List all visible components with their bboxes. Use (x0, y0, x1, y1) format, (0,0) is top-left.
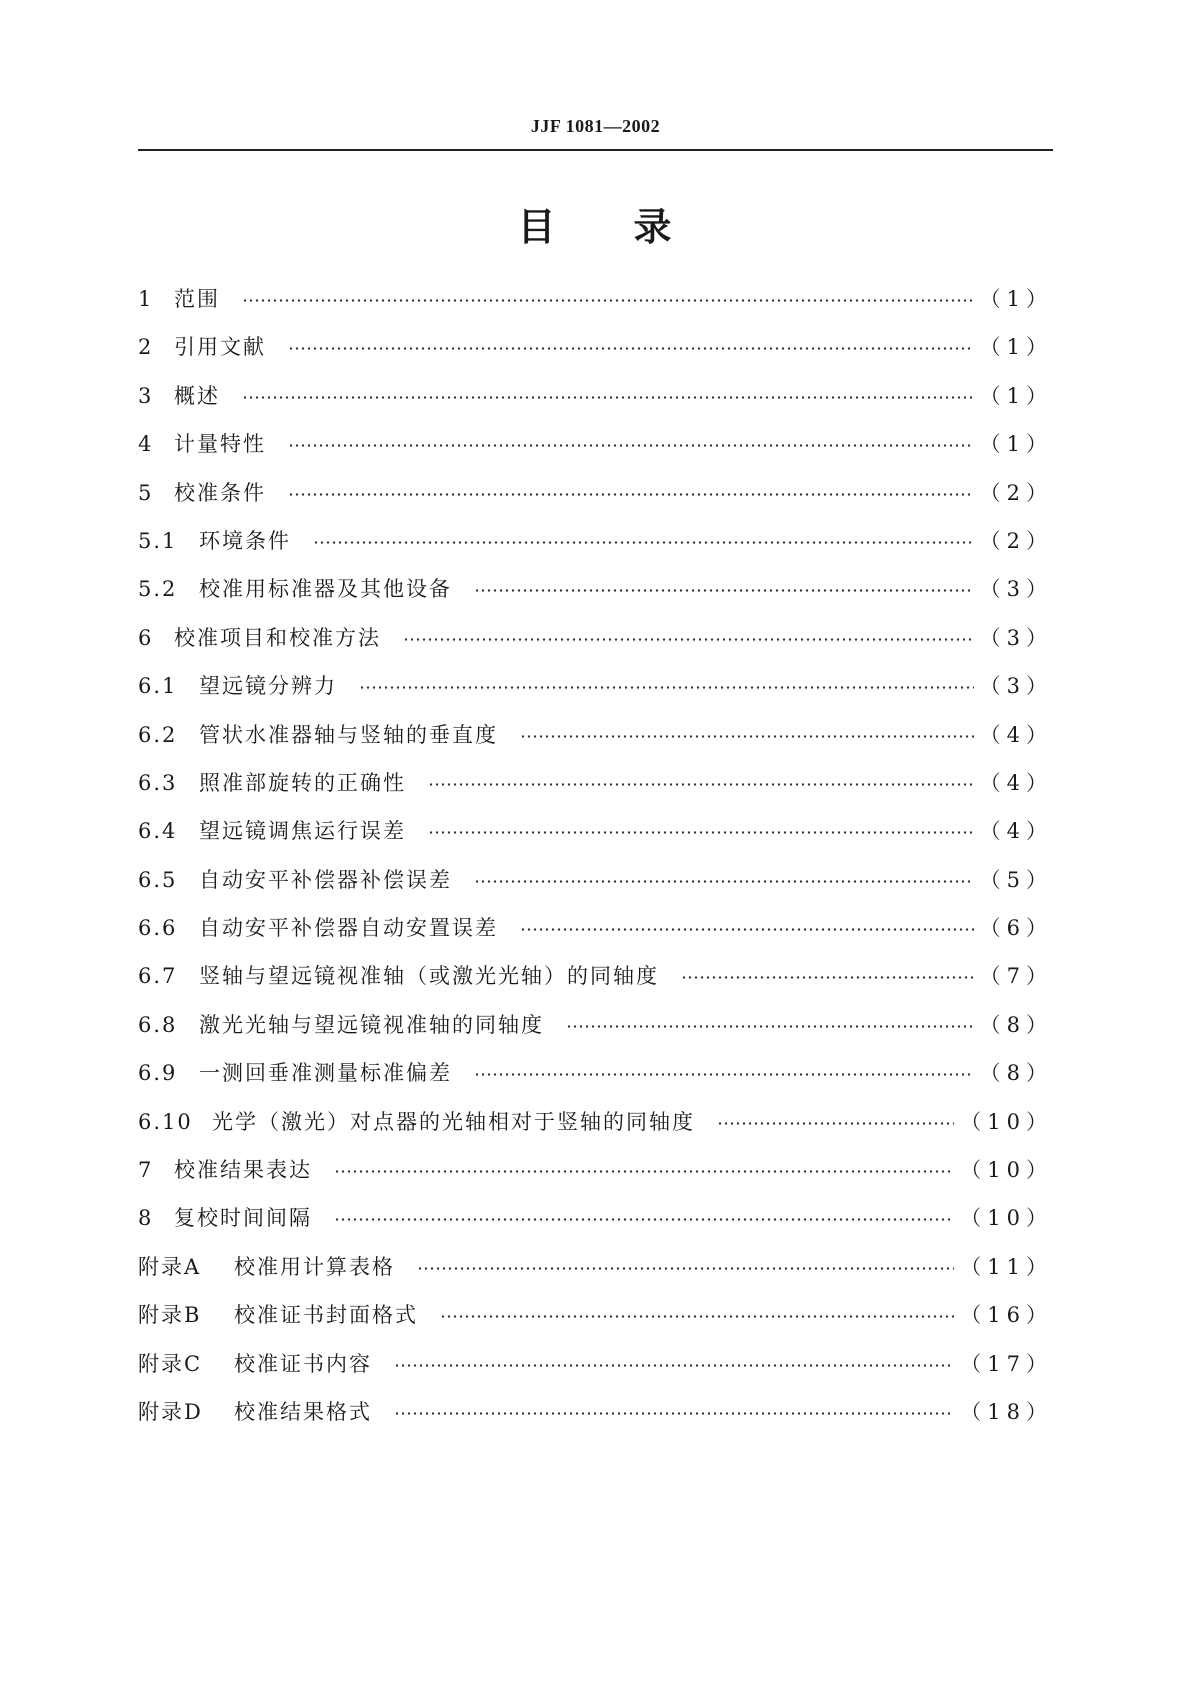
toc-entry-title: 激光光轴与望远镜视准轴的同轴度 (199, 1012, 544, 1037)
toc-entry-number: 2 (138, 335, 154, 360)
toc-entry-title: 范围 (174, 287, 220, 311)
toc-entry-page: （8） (979, 1061, 1053, 1086)
toc-entry-page: （16） (960, 1303, 1053, 1328)
toc-entry-number: 6.2 (138, 722, 178, 747)
toc-entry[interactable] (138, 766, 1053, 814)
toc-entry-page: （3） (979, 577, 1053, 602)
toc-entry-page: （10） (960, 1206, 1053, 1231)
toc-entry-page: （1） (979, 432, 1053, 457)
toc-entry[interactable] (138, 621, 1053, 669)
toc-entry-title: 自动安平补偿器补偿误差 (199, 867, 452, 892)
dot-leader (440, 1298, 954, 1322)
dot-leader (428, 766, 974, 790)
toc-entry-page: （2） (979, 528, 1053, 553)
toc-entry-title: 计量特性 (174, 432, 266, 457)
dot-leader (288, 330, 974, 354)
toc-entry-number: 8 (138, 1206, 154, 1231)
toc-entry[interactable] (138, 1008, 1053, 1056)
toc-entry-title: 校准用计算表格 (234, 1254, 395, 1279)
toc-entry-title: 校准项目和校准方法 (174, 625, 381, 650)
toc-entry-number: 6.7 (138, 964, 178, 989)
toc-entry-title: 环境条件 (199, 528, 291, 553)
toc-entry-page: （11） (960, 1254, 1053, 1279)
dot-leader (520, 718, 974, 742)
toc-entry-page: （8） (979, 1012, 1053, 1037)
toc-entry[interactable] (138, 911, 1053, 959)
toc-entry-number: 6.3 (138, 770, 178, 795)
toc-entry[interactable] (138, 330, 1053, 378)
toc-entry-page: （3） (979, 674, 1053, 699)
toc-entry[interactable] (138, 1056, 1053, 1104)
toc-entry-title: 管状水准器轴与竖轴的垂直度 (199, 722, 498, 747)
toc-entry-page: （4） (979, 722, 1053, 747)
toc-entry[interactable] (138, 863, 1053, 911)
toc-entry-title: 光学（激光）对点器的光轴相对于竖轴的同轴度 (212, 1109, 695, 1134)
dot-leader (359, 669, 974, 693)
toc-entry[interactable] (138, 379, 1053, 427)
dot-leader (242, 379, 974, 403)
toc-entry-number: 附录A (138, 1254, 202, 1279)
document-code: JJF 1081—2002 (530, 116, 661, 136)
toc-entry-number: 7 (138, 1158, 154, 1183)
toc-entry[interactable] (138, 1250, 1053, 1298)
dot-leader (417, 1250, 954, 1274)
dot-leader (474, 863, 974, 887)
toc-title-char-1: 目 (517, 205, 558, 249)
toc-entry-title: 照准部旋转的正确性 (199, 770, 406, 795)
toc-entry-number: 附录C (138, 1351, 203, 1376)
toc-entry[interactable] (138, 1347, 1053, 1395)
table-of-contents (138, 282, 1053, 1443)
toc-entry-number: 5.1 (138, 528, 178, 553)
dot-leader (428, 814, 974, 838)
toc-entry-page: （5） (979, 867, 1053, 892)
toc-entry-page: （1） (979, 383, 1053, 408)
toc-entry-page: （3） (979, 625, 1053, 650)
toc-entry-title: 望远镜分辨力 (199, 674, 337, 699)
dot-leader (474, 1056, 974, 1080)
toc-entry-page: （17） (960, 1351, 1053, 1376)
toc-entry-title: 校准结果表达 (174, 1158, 312, 1183)
toc-entry-number: 6.4 (138, 819, 178, 844)
toc-entry-number: 6 (138, 625, 154, 650)
toc-entry-page: （4） (979, 819, 1053, 844)
toc-entry-page: （10） (960, 1109, 1053, 1134)
toc-entry-page: （1） (979, 335, 1053, 360)
toc-entry-title: 概述 (174, 383, 220, 408)
toc-entry-number: 6.10 (138, 1109, 193, 1134)
toc-entry-page: （4） (979, 770, 1053, 795)
toc-entry-title: 校准条件 (174, 480, 266, 505)
toc-entry-number: 附录D (138, 1399, 203, 1424)
toc-entry-number: 6.8 (138, 1012, 178, 1037)
dot-leader (717, 1105, 954, 1129)
dot-leader (394, 1395, 954, 1419)
toc-entry[interactable] (138, 959, 1053, 1007)
toc-entry[interactable] (138, 427, 1053, 475)
dot-leader (242, 282, 974, 306)
toc-entry-number: 5.2 (138, 577, 178, 602)
dot-leader (394, 1347, 954, 1371)
toc-entry[interactable] (138, 1395, 1053, 1443)
toc-entry-title: 望远镜调焦运行误差 (199, 819, 406, 844)
toc-entry-page: （6） (979, 916, 1053, 941)
toc-entry[interactable] (138, 1153, 1053, 1201)
toc-entry-title: 校准用标准器及其他设备 (199, 577, 452, 602)
toc-entry[interactable] (138, 1201, 1053, 1249)
toc-entry[interactable] (138, 572, 1053, 620)
toc-title (0, 196, 1191, 251)
toc-entry[interactable] (138, 1105, 1053, 1153)
toc-title-char-2: 录 (633, 205, 674, 249)
toc-entry-title: 自动安平补偿器自动安置误差 (199, 916, 498, 941)
toc-entry-page: （2） (979, 480, 1053, 505)
toc-entry[interactable] (138, 814, 1053, 862)
toc-entry[interactable] (138, 476, 1053, 524)
dot-leader (520, 911, 974, 935)
toc-entry-title: 校准证书内容 (234, 1351, 372, 1376)
toc-entry-title: 校准证书封面格式 (234, 1303, 418, 1328)
toc-entry-page: （18） (960, 1399, 1053, 1424)
toc-entry-number: 5 (138, 480, 154, 505)
toc-entry-title: 校准结果格式 (234, 1399, 372, 1424)
toc-entry-title: 复校时间间隔 (174, 1206, 312, 1231)
toc-entry-number: 6.9 (138, 1061, 178, 1086)
toc-entry-number: 6.5 (138, 867, 178, 892)
toc-entry[interactable] (138, 524, 1053, 572)
header-divider (138, 149, 1053, 151)
toc-entry-title: 引用文献 (174, 335, 266, 360)
toc-entry[interactable] (138, 718, 1053, 766)
toc-entry-page: （1） (979, 287, 1053, 311)
toc-entry[interactable] (138, 282, 1053, 330)
toc-entry-title: 一测回垂准测量标准偏差 (199, 1061, 452, 1086)
dot-leader (566, 1008, 974, 1032)
toc-entry-number: 1 (138, 287, 154, 311)
dot-leader (474, 572, 974, 596)
dot-leader (334, 1201, 954, 1225)
toc-entry[interactable] (138, 1298, 1053, 1346)
toc-entry-page: （10） (960, 1158, 1053, 1183)
dot-leader (334, 1153, 954, 1177)
dot-leader (313, 524, 974, 548)
toc-entry-number: 6.1 (138, 674, 178, 699)
toc-entry-number: 6.6 (138, 916, 178, 941)
toc-entry-number: 4 (138, 432, 154, 457)
dot-leader (403, 621, 974, 645)
toc-entry-number: 3 (138, 383, 154, 408)
toc-entry[interactable] (138, 669, 1053, 717)
dot-leader (288, 476, 974, 500)
toc-entry-number: 附录B (138, 1303, 202, 1328)
dot-leader (681, 959, 974, 983)
toc-entry-page: （7） (979, 964, 1053, 989)
toc-entry-title: 竖轴与望远镜视准轴（或激光光轴）的同轴度 (199, 964, 659, 989)
dot-leader (288, 427, 974, 451)
